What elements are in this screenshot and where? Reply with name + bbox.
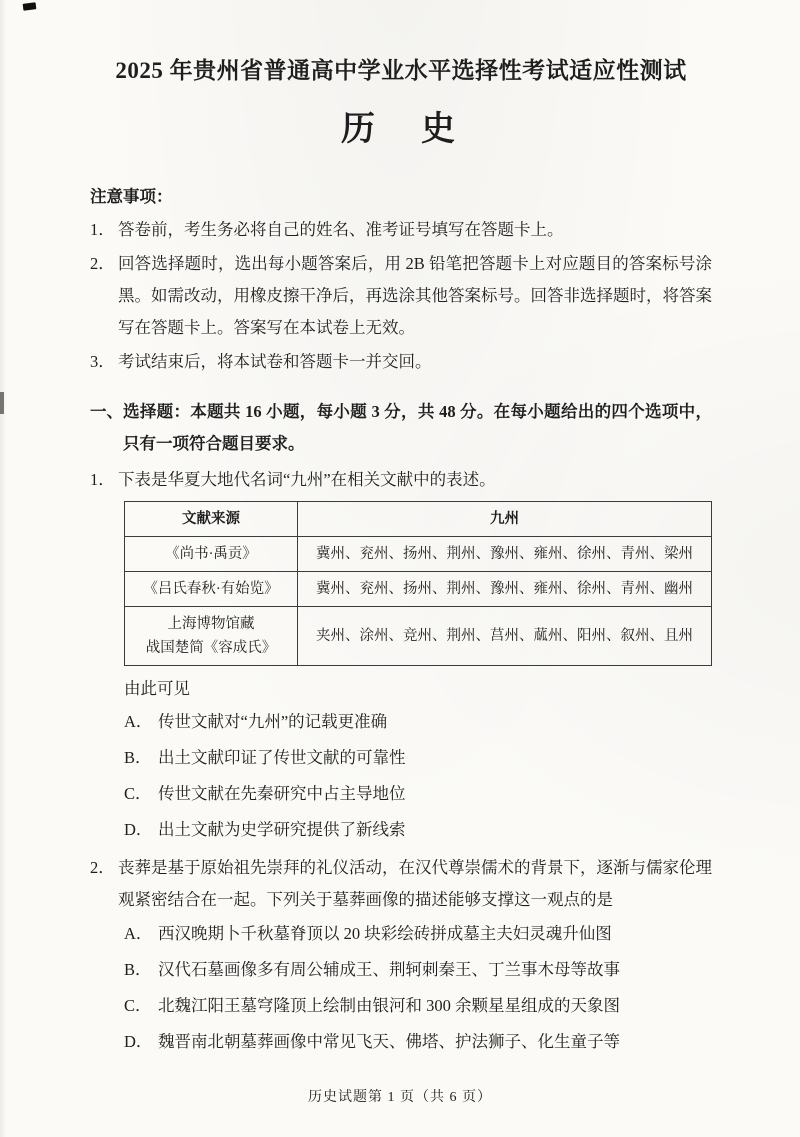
question-stem [90,464,712,496]
page-footer: 历史试题第 1 页（共 6 页） [308,1090,492,1105]
notice-item-number: 1． [90,220,115,239]
option-text: 汉代石墓画像多有周公辅成王、荆轲刺秦王、丁兰事木母等故事 [158,960,620,979]
notice-item [90,214,712,246]
table-cell-content: 冀州、兖州、扬州、荆州、豫州、雍州、徐州、青州、幽州 [298,572,712,607]
option-label: D． [124,1032,153,1051]
option-label: B． [124,748,152,767]
table-row [125,537,712,572]
option-a [124,704,712,740]
question-stem-text: 丧葬是基于原始祖先崇拜的礼仪活动，在汉代尊崇儒术的背景下，逐渐与儒家伦理观紧密结合在一起。下列关于墓葬画像的描述能够支撑这一观点的是 [118,858,712,909]
option-label: C． [124,996,152,1015]
nine-provinces-table [124,501,712,666]
section-text: 选择题：本题共 16 小题，每小题 3 分，共 48 分。在每小题给出的四个选项中，只有一项符合题目要求。 [123,402,712,453]
option-label: A． [124,712,153,731]
option-d [124,1024,712,1060]
option-label: A． [124,924,153,943]
table-cell-content: 夹州、涂州、竞州、荆州、莒州、蓏州、阳州、叙州、且州 [298,607,712,666]
notice-item-text: 答卷前，考生务必将自己的姓名、准考证号填写在答题卡上。 [118,220,564,239]
option-d [124,812,712,848]
table-cell-source [125,607,298,666]
notice-item-number: 2． [90,254,115,273]
option-c [124,988,712,1024]
option-text: 出土文献为史学研究提供了新线索 [158,820,406,839]
question-number: 1． [90,470,115,489]
notice-item-number: 3． [90,352,115,371]
option-a [124,916,712,952]
notice-item [90,346,712,378]
table-row [125,572,712,607]
section-number: 一、 [90,402,123,421]
option-text: 北魏江阳王墓穹隆顶上绘制由银河和 300 余颗星星组成的天象图 [158,996,620,1015]
option-text: 出土文献印证了传世文献的可靠性 [158,748,406,767]
notice-item [90,248,712,344]
question-stem-text: 下表是华夏大地代名词“九州”在相关文献中的表述。 [118,470,496,489]
option-text: 传世文献在先秦研究中占主导地位 [158,784,406,803]
table-header-row [125,502,712,537]
subject-title: 历 史 [341,111,461,148]
table-row [125,607,712,666]
notice-heading: 注意事项： [90,187,173,206]
table-cell-source: 《尚书·禹贡》 [125,537,298,572]
table-cell-content: 冀州、兖州、扬州、荆州、豫州、雍州、徐州、青州、梁州 [298,537,712,572]
question-number: 2． [90,858,115,877]
scan-artifact [23,2,37,11]
table-header-source: 文献来源 [125,502,298,537]
question-stem [90,852,712,916]
table-cell-source-line2: 战国楚简《容成氏》 [145,640,277,656]
option-b [124,952,712,988]
notice-item-text: 考试结束后，将本试卷和答题卡一并交回。 [118,352,432,371]
table-cell-source-line1: 上海博物馆藏 [167,616,255,632]
option-text: 传世文献对“九州”的记载更准确 [158,712,388,731]
table-cell-source: 《吕氏春秋·有始览》 [125,572,298,607]
option-text: 西汉晚期卜千秋墓脊顶以 20 块彩绘砖拼成墓主夫妇灵魂升仙图 [158,924,612,943]
option-c [124,776,712,812]
option-b [124,740,712,776]
question-1 [90,464,712,848]
question-conclusion: 由此可见 [124,679,190,698]
table-header-jiuzhou: 九州 [298,502,712,537]
option-text: 魏晋南北朝墓葬画像中常见飞天、佛塔、护法狮子、化生童子等 [158,1032,620,1051]
question-2 [90,852,712,1060]
scan-artifact [0,392,4,414]
option-label: D． [124,820,153,839]
section-heading [90,396,712,460]
option-label: C． [124,784,152,803]
notice-section [90,182,712,378]
notice-item-text: 回答选择题时，选出每小题答案后，用 2B 铅笔把答题卡上对应题目的答案标号涂黑。如需改动，用橡皮擦干净后，再选涂其他答案标号。回答非选择题时，将答案写在答题卡上。答案写在本试卷上无效。 [118,254,712,337]
option-label: B． [124,960,152,979]
exam-title: 2025 年贵州省普通高中学业水平选择性考试适应性测试 [115,58,687,83]
